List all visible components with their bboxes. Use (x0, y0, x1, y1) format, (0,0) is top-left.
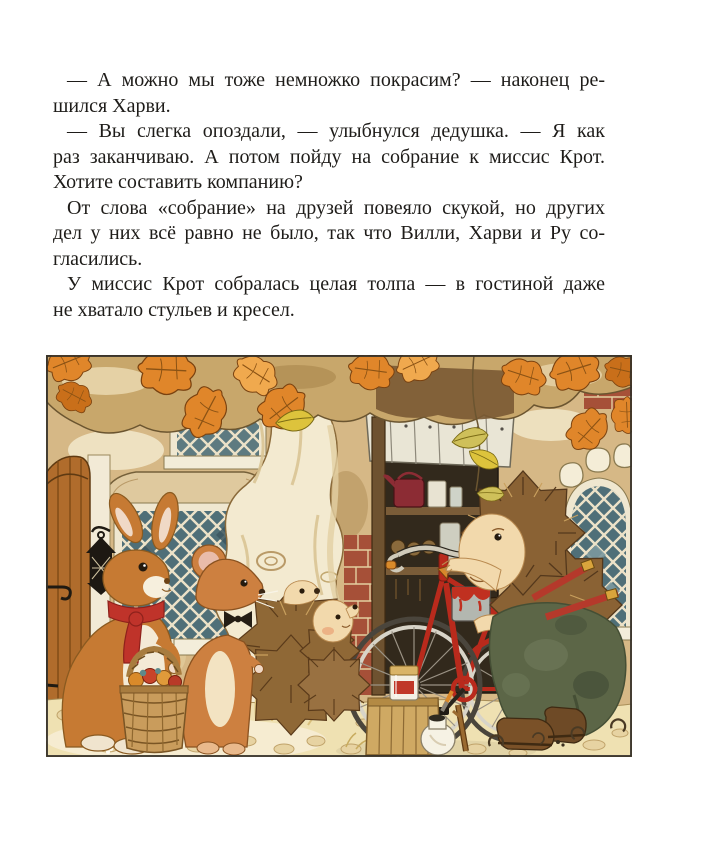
text-line: От слова «собрание» на друзей повеяло скукой, но других (67, 196, 605, 219)
jam-jar (390, 666, 418, 700)
story-text (53, 68, 605, 323)
text-line: У миссис Крот собралась целая толпа — в гостиной даже (67, 273, 605, 295)
paragraph (53, 119, 605, 196)
storybook-illustration (46, 355, 632, 757)
text-line: гласились. (53, 247, 143, 270)
paragraph (53, 196, 605, 273)
text-line: шился Харви. (53, 94, 171, 117)
text-line: Хотите составить компанию? (53, 171, 303, 193)
paragraph (53, 272, 605, 323)
paragraph (53, 68, 605, 119)
text-line: дел у них всё равно не было, так что Вилли, Харви и Ру со- (53, 222, 605, 244)
text-line: раз заканчиваю. А потом пойду на собрание к миссис Крот. (53, 145, 605, 168)
text-line: не хватало стульев и кресел. (53, 298, 295, 321)
text-line: — Вы слегка опоздали, — улыбнулся дедушка. — Я как (67, 120, 605, 142)
text-line: — А можно мы тоже немножко покрасим? — наконец ре- (67, 69, 605, 91)
